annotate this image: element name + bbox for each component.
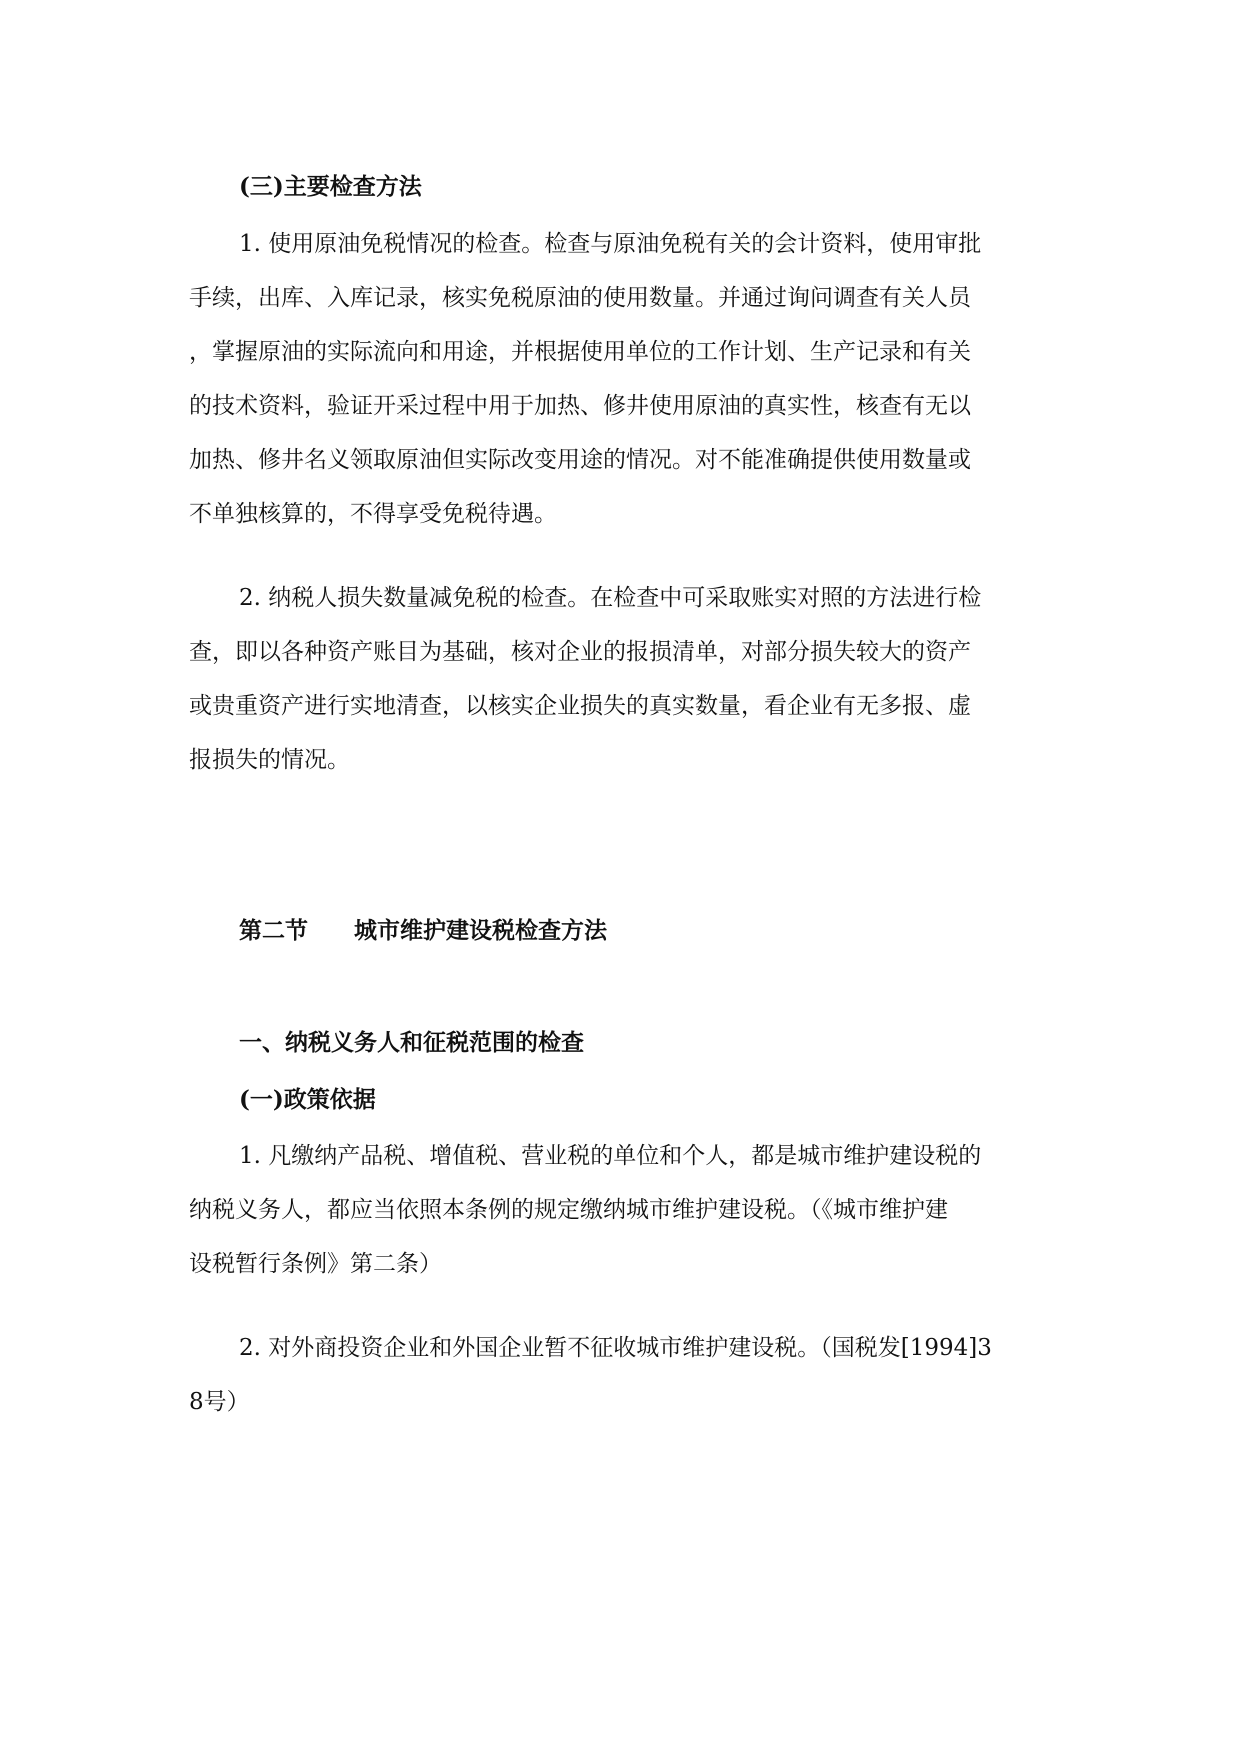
subsection-heading-policy-basis: (一)政策依据 [239,1086,376,1113]
section-heading [239,914,607,948]
paragraph-policy2-line-2: 8号） [189,1389,250,1415]
paragraph-policy1-line-1: 1. 凡缴纳产品税、增值税、营业税的单位和个人，都是城市维护建设税的 [239,1143,982,1169]
paragraph-policy1-line-3: 设税暂行条例》第二条） [189,1251,442,1277]
paragraph-item1-line-2: 手续，出库、入库记录，核实免税原油的使用数量。并通过询问调查有关人员 [189,285,971,311]
section-number: 第二节 [239,917,308,944]
paragraph-item2-line-4: 报损失的情况。 [189,747,350,773]
paragraph-item2-line-2: 查，即以各种资产账目为基础，核对企业的报损清单，对部分损失较大的资产 [189,639,971,665]
paragraph-item1-line-6: 不单独核算的，不得享受免税待遇。 [189,501,557,527]
part-heading-taxpayer-scope: 一、纳税义务人和征税范围的检查 [239,1029,584,1056]
paragraph-item1-line-3: ，掌握原油的实际流向和用途，并根据使用单位的工作计划、生产记录和有关 [189,339,971,365]
paragraph-item2-line-3: 或贵重资产进行实地清查，以核实企业损失的真实数量，看企业有无多报、虚 [189,693,971,719]
paragraph-policy1-line-2: 纳税义务人，都应当依照本条例的规定缴纳城市维护建设税。（《城市维护建 [189,1197,948,1223]
section-title: 城市维护建设税检查方法 [354,917,607,944]
paragraph-item2-line-1: 2. 纳税人损失数量减免税的检查。在检查中可采取账实对照的方法进行检 [239,585,982,611]
paragraph-item1-line-1: 1. 使用原油免税情况的检查。检查与原油免税有关的会计资料，使用审批 [239,231,982,257]
subsection-heading-inspection-methods: (三)主要检查方法 [239,173,422,200]
paragraph-item1-line-4: 的技术资料，验证开采过程中用于加热、修井使用原油的真实性，核查有无以 [189,393,971,419]
paragraph-item1-line-5: 加热、修井名义领取原油但实际改变用途的情况。对不能准确提供使用数量或 [189,447,971,473]
paragraph-policy2-line-1: 2. 对外商投资企业和外国企业暂不征收城市维护建设税。（国税发[1994]3 [239,1335,992,1361]
